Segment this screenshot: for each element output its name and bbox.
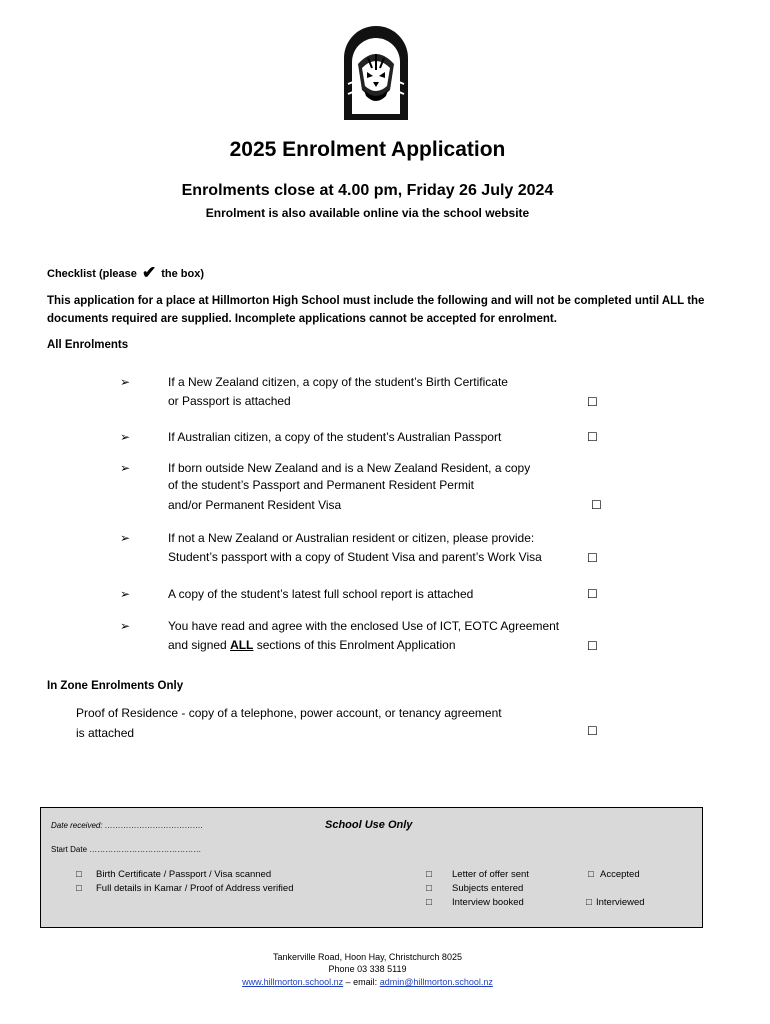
office-item: Birth Certificate / Passport / Visa scanned — [96, 869, 272, 880]
checkbox[interactable]: □ — [426, 897, 432, 908]
checkbox[interactable]: ☐ — [587, 551, 598, 565]
online-notice: Enrolment is also available online via the school website — [205, 206, 530, 220]
footer-links — [0, 977, 735, 987]
arrow-bullet-icon: ➢ — [120, 430, 131, 444]
school-use-title: School Use Only — [325, 819, 413, 831]
tick-icon: ✔ — [141, 263, 157, 282]
item-text: sections of this Enrolment Application — [253, 638, 456, 652]
item-text: and/or Permanent Resident Visa — [168, 498, 342, 512]
checklist-label: Checklist (please — [47, 268, 137, 280]
date-received-field: Date received: ………………………………. — [51, 821, 204, 830]
close-notice: Enrolments close at 4.00 pm, Friday 26 July 2024 — [181, 182, 554, 199]
checkbox[interactable]: ☐ — [587, 430, 598, 444]
item-text: and signed — [168, 638, 231, 652]
item-text-mixed — [168, 636, 588, 655]
arrow-bullet-icon: ➢ — [120, 587, 131, 601]
checkbox[interactable]: ☐ — [587, 639, 598, 653]
checkbox[interactable]: □ — [586, 897, 592, 908]
footer-separator: – email: — [343, 977, 380, 987]
arrow-bullet-icon: ➢ — [120, 461, 131, 475]
email-link[interactable]: admin@hillmorton.school.nz — [379, 977, 493, 987]
arrow-bullet-icon: ➢ — [120, 375, 131, 389]
in-zone-item — [76, 703, 596, 743]
school-use-panel — [40, 807, 703, 928]
school-logo — [340, 24, 412, 120]
item-text: If not a New Zealand or Australian resident or citizen, please provide: — [168, 531, 535, 545]
item-text: or Passport is attached — [168, 394, 291, 408]
checkbox[interactable]: ☐ — [587, 724, 598, 738]
footer-phone: Phone 03 338 5119 — [328, 964, 407, 974]
all-enrolments-heading: All Enrolments — [47, 339, 129, 351]
item-text: of the student’s Passport and Permanent Resident Permit — [168, 478, 474, 492]
checkbox[interactable]: □ — [426, 883, 432, 894]
checkbox[interactable]: □ — [76, 883, 82, 894]
office-item: Subjects entered — [452, 883, 524, 894]
item-text: A copy of the student’s latest full school report is attached — [168, 587, 474, 601]
checkbox[interactable]: ☐ — [587, 587, 598, 601]
checkbox[interactable]: □ — [588, 869, 594, 880]
office-item: Accepted — [600, 869, 640, 880]
office-item: Interview booked — [452, 897, 524, 908]
item-text: If Australian citizen, a copy of the student’s Australian Passport — [168, 430, 502, 444]
item-text: If a New Zealand citizen, a copy of the student’s Birth Certificate — [168, 375, 508, 389]
item-text: If born outside New Zealand and is a New Zealand Resident, a copy — [168, 461, 531, 475]
intro-paragraph: This application for a place at Hillmorton High School must include the following and will not be completed until ALL the documents required are supplied. Incomplete applications cannot be accepted for enrolment. — [47, 295, 705, 325]
in-zone-heading: In Zone Enrolments Only — [47, 680, 184, 692]
page-title: 2025 Enrolment Application — [229, 138, 506, 161]
checkbox[interactable]: ☐ — [587, 395, 598, 409]
emphasis-all: ALL — [230, 638, 254, 652]
checkbox[interactable]: □ — [426, 869, 432, 880]
footer-address: Tankerville Road, Hoon Hay, Christchurch 8025 — [273, 952, 462, 962]
checklist-suffix: the box) — [161, 268, 205, 280]
checkbox[interactable]: □ — [76, 869, 82, 880]
item-text: You have read and agree with the enclosed Use of ICT, EOTC Agreement — [168, 619, 560, 633]
item-text: is attached — [76, 726, 135, 740]
arrow-bullet-icon: ➢ — [120, 619, 131, 633]
office-item: Letter of offer sent — [452, 869, 529, 880]
start-date-field: Start Date …………………………………… — [51, 845, 202, 854]
office-item: Interviewed — [596, 897, 645, 908]
website-link[interactable]: www.hillmorton.school.nz — [242, 977, 344, 987]
item-text: Proof of Residence - copy of a telephone, power account, or tenancy agreement — [76, 706, 502, 720]
checklist-instruction — [47, 262, 204, 282]
item-text: Student’s passport with a copy of Student Visa and parent’s Work Visa — [168, 550, 542, 564]
arrow-bullet-icon: ➢ — [120, 531, 131, 545]
office-item: Full details in Kamar / Proof of Address verified — [96, 883, 294, 894]
checkbox[interactable]: ☐ — [591, 498, 602, 512]
